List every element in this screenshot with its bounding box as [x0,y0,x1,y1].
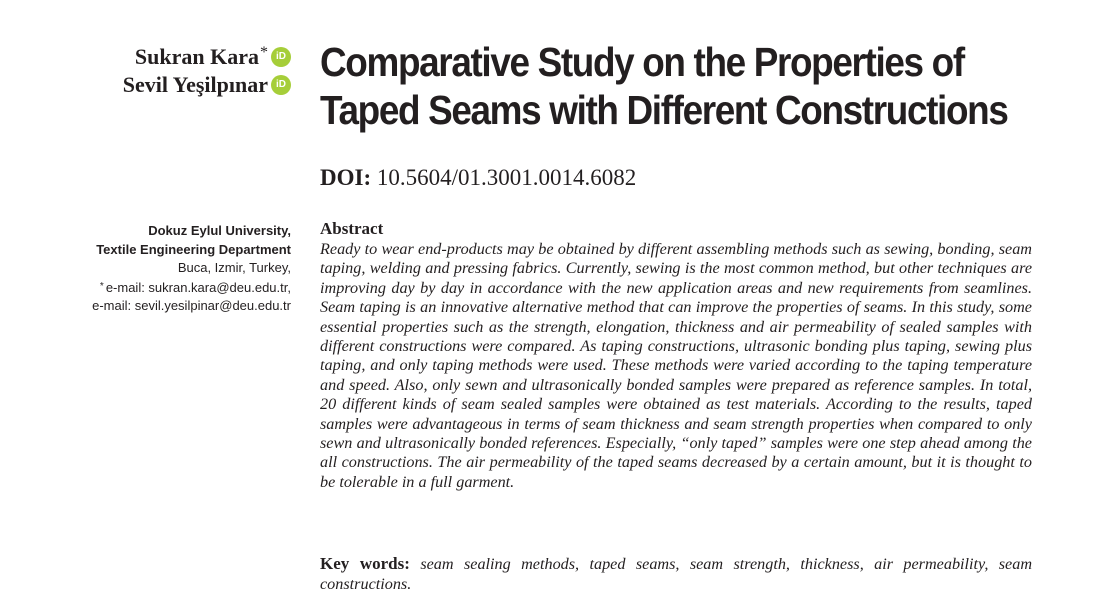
paper-title-line-1: Comparative Study on the Properties of [320,39,964,85]
email-marker: * [99,280,104,292]
affiliation-email-2[interactable]: e-mail: sevil.yesilpinar@deu.edu.tr [92,298,291,313]
author-1-name: Sukran Kara [134,44,259,69]
keywords-label: Key words: [320,554,410,573]
keywords [320,554,1032,594]
author-2-name: Sevil Yeşilpınar [122,72,268,97]
affiliation-department: Textile Engineering Department [96,241,291,257]
doi [320,164,636,192]
affiliation-location: Buca, Izmir, Turkey, [177,260,291,275]
orcid-icon[interactable]: iD [271,47,291,67]
affiliation-email-1 [92,278,291,298]
corresponding-author-marker: * [260,44,268,61]
affiliation [92,222,291,316]
author-2 [123,72,291,98]
abstract-heading: Abstract [320,219,384,238]
doi-label: DOI: [320,165,372,190]
email-1-text[interactable]: e-mail: sukran.kara@deu.edu.tr, [105,279,291,295]
paper-title-line-2: Taped Seams with Different Constructions [320,87,1008,133]
author-1 [135,44,291,70]
keywords-value: seam sealing methods, taped seams, seam strength, thickness, air permeability, seam constructions. [320,555,1033,593]
abstract-text: Ready to wear end-products may be obtained by different assembling methods such as sewing, bonding, seam taping, welding and pressing fabrics. Currently, sewing is the most common method, but other techniques are improving day by day in accordance with the new application areas and new requirements from seamlines. Seam taping is an innovative alternative method that can improve the properties of seams. In this study, some essential properties such as the strength, elongation, thickness and air permeability of sealed samples with different constructions were compared. As taping constructions, ultrasonic bonding plus taping, sewing plus taping, and only taping methods were used. These methods were varied according to the taping temperature and speed. Also, only sewn and ultrasonically bonded samples were prepared as reference samples. In total, 20 different kinds of seam sealed samples were obtained as test materials. According to the results, taped samples were advantageous in terms of seam thickness and seam strength properties when compared to only sewn and ultrasonically bonded references. Especially, “only taped” samples were one step ahead among the all constructions. The air permeability of the taped seams decreased by a certain amount, but it is thought to be tolerable in a full garment. [320,240,1032,491]
affiliation-university: Dokuz Eylul University, [148,223,291,238]
paper-title [320,38,1013,134]
doi-value[interactable]: 10.5604/01.3001.0014.6082 [376,165,637,190]
orcid-icon[interactable]: iD [271,75,291,95]
